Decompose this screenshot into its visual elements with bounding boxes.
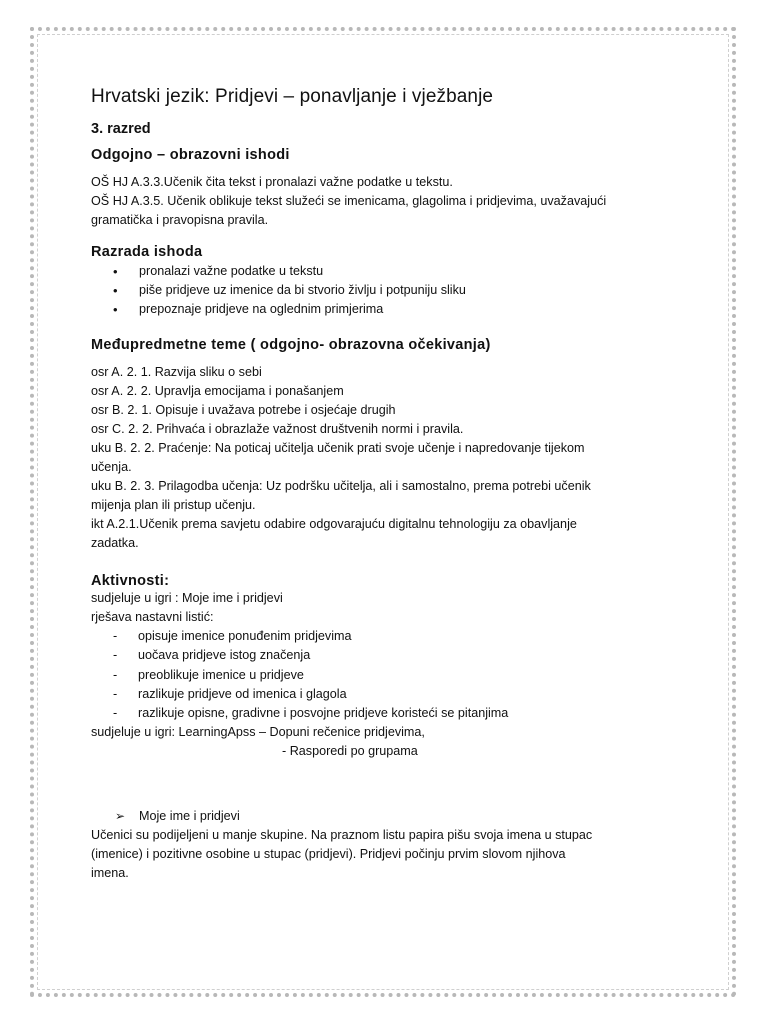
expectation-line: učenja.	[91, 460, 132, 474]
outcome-line: OŠ HJ A.3.3.Učenik čita tekst i pronalazi važne podatke u tekstu.	[91, 175, 453, 189]
elaboration-list	[91, 262, 691, 319]
expectation-line: osr C. 2. 2. Prihvaća i obrazlaže važnost društvenih normi i pravila.	[91, 422, 464, 436]
expectation-line: uku B. 2. 2. Praćenje: Na poticaj učitelja učenik prati svoje učenje i napredovanje tijekom	[91, 441, 585, 455]
list-item: • pronalazi važne podatke u tekstu	[113, 264, 324, 279]
activities-text	[91, 589, 691, 761]
cross-curricular-heading: Međupredmetne teme ( odgojno- obrazovna očekivanja)	[91, 337, 491, 353]
outcome-line: gramatička i pravopisna pravila.	[91, 213, 269, 227]
activity-line: sudjeluje u igri : Moje ime i pridjevi	[91, 591, 283, 605]
bullet-icon: •	[113, 283, 118, 298]
activity-line: rješava nastavni listić:	[91, 610, 214, 624]
cross-curricular-text	[91, 363, 691, 553]
grade-label: 3. razred	[91, 121, 151, 137]
list-item: - opisuje imenice ponuđenim pridjevima	[113, 627, 691, 646]
description-line: Učenici su podijeljeni u manje skupine. Na praznom listu papira pišu svoja imena u stupac	[91, 828, 593, 843]
outcomes-heading: Odgojno – obrazovni ishodi	[91, 147, 290, 163]
list-item: - uočava pridjeve istog značenja	[113, 646, 691, 665]
dash-bullet: -	[113, 648, 118, 663]
bullet-icon: •	[113, 302, 118, 317]
worksheet-task-list	[91, 627, 691, 723]
description-line: (imenice) i pozitivne osobine u stupac (pridjevi). Pridjevi počinju prvim slovom njihova	[91, 847, 566, 862]
activity-line: sudjeluje u igri: LearningApss – Dopuni rečenice pridjevima,	[91, 725, 425, 740]
list-item: • piše pridjeve uz imenice da bi stvorio življu i potpuniju sliku	[113, 283, 466, 298]
expectation-line: mijenja plan ili pristup učenju.	[91, 498, 256, 512]
dash-bullet: -	[113, 686, 118, 701]
dash-bullet: -	[113, 629, 118, 643]
game-description	[91, 826, 691, 883]
bullet-icon: •	[113, 264, 118, 279]
arrow-bullet-icon: ➢	[115, 809, 126, 824]
activity-line: - Rasporedi po grupama	[282, 744, 418, 759]
list-item: - razlikuje pridjeve od imenica i glagola	[113, 685, 691, 704]
list-item: - preoblikuje imenice u pridjeve	[113, 666, 691, 685]
outcomes-text	[91, 173, 691, 230]
description-line: imena.	[91, 866, 129, 881]
expectation-line: uku B. 2. 3. Prilagodba učenja: Uz podršku učitelja, ali i samostalno, prema potrebi učenik	[91, 479, 591, 493]
outcome-line: OŠ HJ A.3.5. Učenik oblikuje tekst služeći se imenicama, glagolima i pridjevima, uvažavajući	[91, 194, 607, 208]
dash-bullet: -	[113, 667, 118, 682]
expectation-line: osr A. 2. 2. Upravlja emocijama i ponašanjem	[91, 384, 344, 398]
game-title: Moje ime i pridjevi	[139, 809, 240, 824]
expectation-line: osr B. 2. 1. Opisuje i uvažava potrebe i osjećaje drugih	[91, 403, 396, 417]
list-item: • prepoznaje pridjeve na oglednim primjerima	[113, 302, 384, 317]
game-title-item	[91, 807, 691, 826]
expectation-line: osr A. 2. 1. Razvija sliku o sebi	[91, 365, 262, 379]
list-item: - razlikuje opisne, gradivne i posvojne pridjeve koristeći se pitanjima	[113, 704, 691, 723]
document-body	[91, 86, 691, 883]
activities-heading: Aktivnosti:	[91, 573, 170, 589]
expectation-line: ikt A.2.1.Učenik prema savjetu odabire odgovarajuću digitalnu tehnologiju za obavljanje	[91, 517, 577, 531]
expectation-line: zadatka.	[91, 536, 139, 550]
elaboration-heading: Razrada ishoda	[91, 244, 203, 260]
document-title: Hrvatski jezik: Pridjevi – ponavljanje i vježbanje	[91, 86, 494, 107]
dash-bullet: -	[113, 706, 118, 721]
